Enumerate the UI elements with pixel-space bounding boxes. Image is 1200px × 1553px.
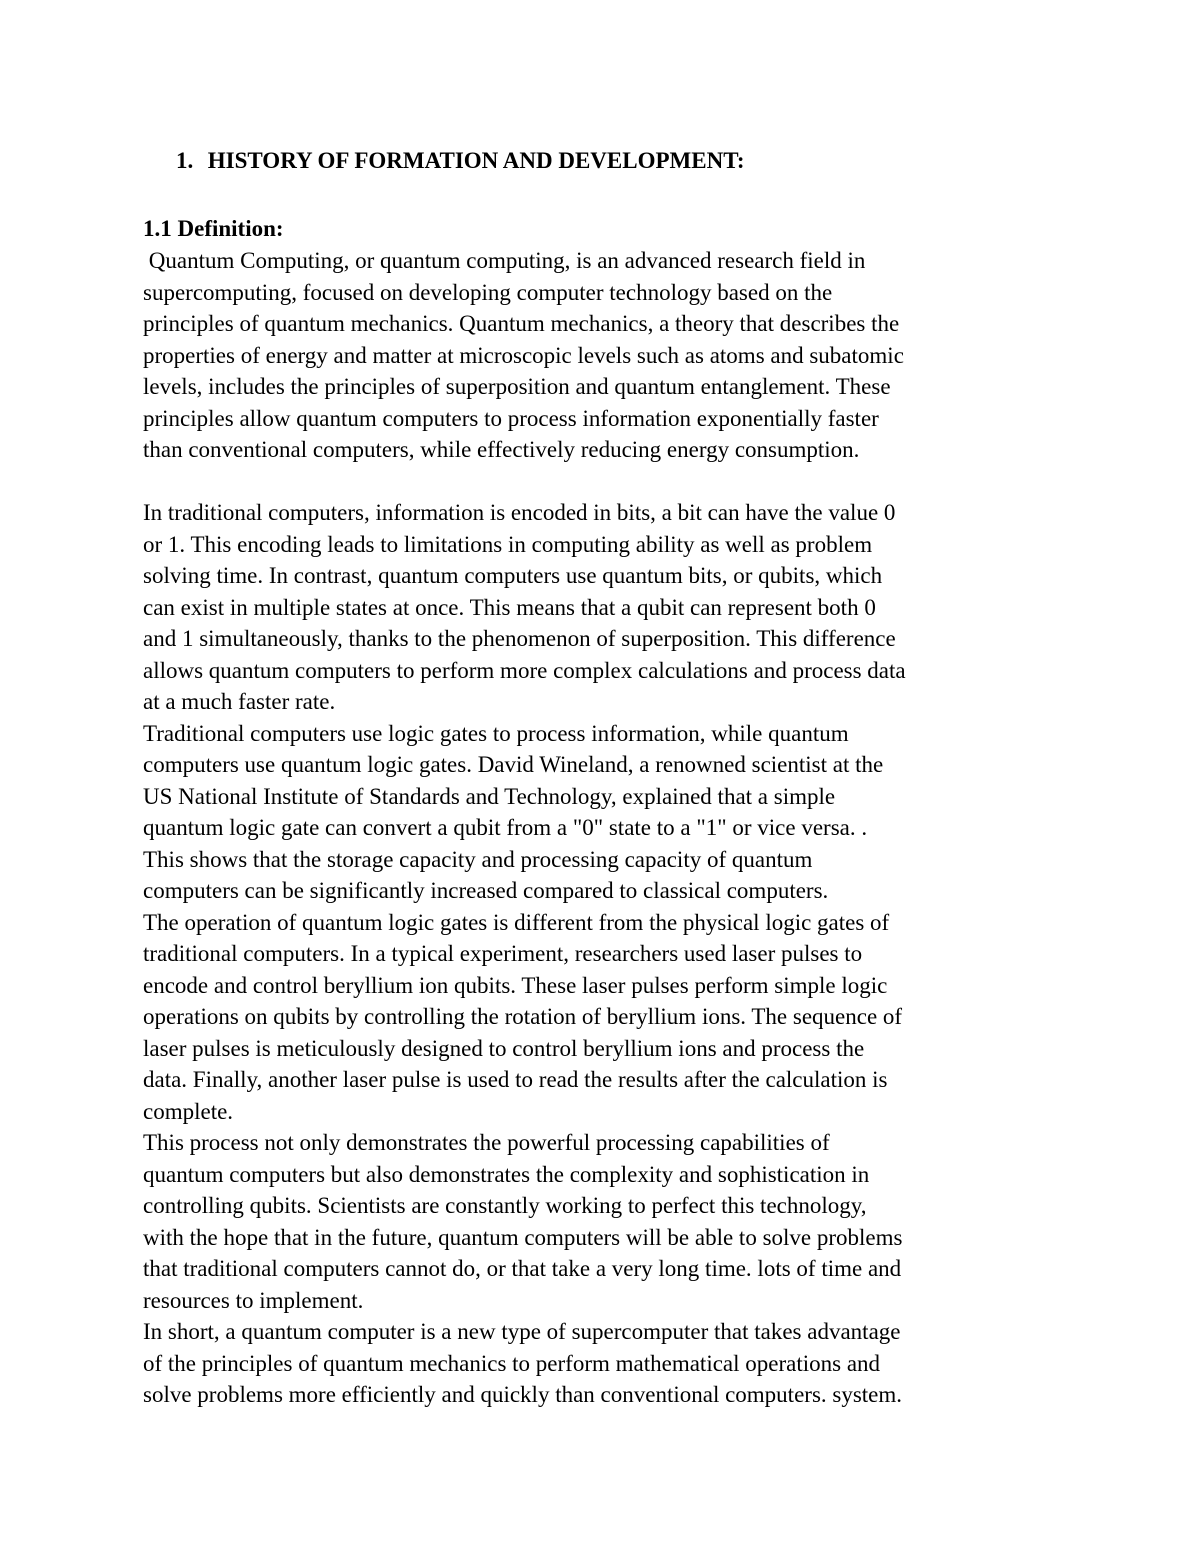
text-line: resources to implement.: [143, 1287, 364, 1313]
text-line: controlling qubits. Scientists are constantly working to perfect this technology,: [143, 1193, 867, 1218]
text-line: Traditional computers use logic gates to process information, while quantum: [143, 720, 849, 746]
text-line: and 1 simultaneously, thanks to the phenomenon of superposition. This difference: [143, 626, 896, 651]
text-line: of the principles of quantum mechanics to perform mathematical operations and: [143, 1350, 881, 1376]
text-line: Quantum Computing, or quantum computing, is an advanced research field in: [143, 248, 866, 273]
text-line: levels, includes the principles of superposition and quantum entanglement. These: [143, 374, 891, 399]
text-line: supercomputing, focused on developing computer technology based on the: [143, 279, 833, 305]
text-line: In short, a quantum computer is a new type of supercomputer that takes advantage: [143, 1319, 901, 1344]
section-heading: [176, 145, 745, 177]
text-line: data. Finally, another laser pulse is used to read the results after the calculation is: [143, 1067, 888, 1092]
text-line: computers use quantum logic gates. David Wineland, a renowned scientist at the: [143, 752, 884, 777]
text-line: complete.: [143, 1098, 234, 1124]
paragraph-operation: [143, 907, 1073, 1128]
text-line: In traditional computers, information is encoded in bits, a bit can have the value 0: [143, 500, 896, 525]
text-line: properties of energy and matter at microscopic levels such as atoms and subatomic: [143, 342, 904, 368]
text-line: principles allow quantum computers to process information exponentially faster: [143, 405, 879, 431]
document-body: [143, 245, 1073, 1411]
paragraph-bits-qubits: [143, 497, 1073, 718]
text-line: can exist in multiple states at once. This means that a qubit can represent both 0: [143, 594, 876, 620]
text-line: encode and control beryllium ion qubits. These laser pulses perform simple logic: [143, 972, 888, 998]
text-line: allows quantum computers to perform more complex calculations and process data: [143, 657, 906, 683]
paragraph-summary: [143, 1316, 1073, 1411]
text-line: with the hope that in the future, quantum computers will be able to solve problems: [143, 1224, 903, 1250]
text-line: solving time. In contrast, quantum computers use quantum bits, or qubits, which: [143, 563, 883, 588]
text-line: traditional computers. In a typical experiment, researchers used laser pulses to: [143, 941, 863, 966]
text-line: quantum computers but also demonstrates the complexity and sophistication in: [143, 1161, 870, 1187]
text-line: at a much faster rate.: [143, 689, 336, 714]
text-line: that traditional computers cannot do, or that take a very long time. lots of time and: [143, 1256, 902, 1281]
section-number: 1.: [176, 148, 194, 173]
text-line: than conventional computers, while effectively reducing energy consumption.: [143, 437, 860, 462]
text-line: quantum logic gate can convert a qubit from a "0" state to a "1" or vice versa. .: [143, 815, 868, 840]
subsection-heading: 1.1 Definition:: [143, 216, 284, 241]
paragraph-definition: [143, 245, 1073, 466]
paragraph-logic-gates: [143, 718, 1073, 907]
text-line: principles of quantum mechanics. Quantum mechanics, a theory that describes the: [143, 311, 900, 336]
text-line: computers can be significantly increased compared to classical computers.: [143, 878, 829, 903]
text-line: This shows that the storage capacity and processing capacity of quantum: [143, 846, 813, 872]
paragraph-process: [143, 1127, 1073, 1316]
text-line: The operation of quantum logic gates is different from the physical logic gates of: [143, 909, 890, 935]
text-line: laser pulses is meticulously designed to control beryllium ions and process the: [143, 1035, 865, 1061]
section-title: HISTORY OF FORMATION AND DEVELOPMENT:: [207, 148, 745, 173]
text-line: operations on qubits by controlling the rotation of beryllium ions. The sequence of: [143, 1004, 903, 1029]
text-line: This process not only demonstrates the powerful processing capabilities of: [143, 1130, 830, 1155]
text-line: US National Institute of Standards and Technology, explained that a simple: [143, 783, 836, 809]
paragraph-spacer: [143, 466, 1073, 498]
text-line: or 1. This encoding leads to limitations in computing ability as well as problem: [143, 531, 873, 557]
text-line: solve problems more efficiently and quickly than conventional computers. system.: [143, 1382, 903, 1407]
